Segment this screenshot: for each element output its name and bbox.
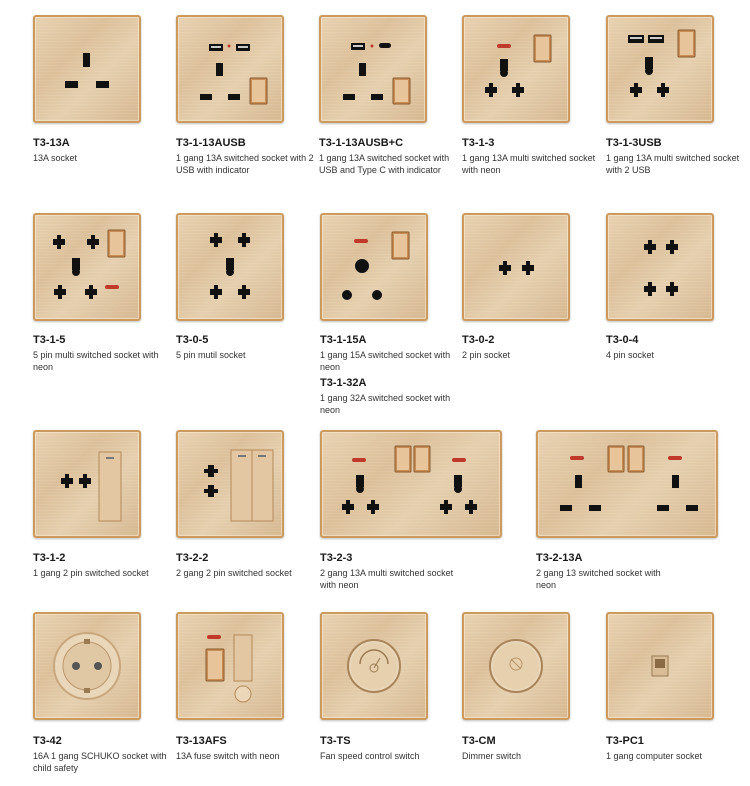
product-description: 1 gang 13A switched socket with USB and Type C with indicator (319, 153, 450, 175)
rj45-socket-icon (606, 612, 714, 720)
multi-usb-socket-icon (606, 15, 714, 123)
product-description: 5 pin multi switched socket with neon (33, 350, 159, 372)
product-code: T3-13A (33, 137, 70, 149)
usb-typec-switched-socket-icon (319, 15, 427, 123)
product-description: 1 gang 13A switched socket with 2 USB with indicator (176, 153, 314, 175)
fan-speed-dial-icon (320, 612, 428, 720)
product-code: T3-0-4 (606, 334, 639, 346)
schuko-socket-icon (33, 612, 141, 720)
usb-switched-socket-icon (176, 15, 284, 123)
5pin-socket-icon (176, 213, 284, 321)
15a-switched-socket-icon (320, 213, 428, 321)
product-description: 2 gang 13 switched socket with neon (536, 568, 661, 590)
product-code: T3-2-13A (536, 552, 583, 564)
product-code: T3-1-13AUSB+C (319, 137, 404, 149)
dimmer-dial-icon (462, 612, 570, 720)
4pin-socket-icon (606, 213, 714, 321)
2pin-switched-socket-icon (33, 430, 141, 538)
2pin-socket-icon (462, 213, 570, 321)
product-code: T3-42 (33, 735, 62, 747)
product-description: 16A 1 gang SCHUKO socket with child safety (33, 751, 167, 773)
fuse-switch-icon (176, 612, 284, 720)
product-description: 1 gang 32A switched socket with neon (320, 393, 451, 415)
product-code: T3-13AFS (176, 735, 227, 747)
2gang-13a-socket-icon (536, 430, 718, 538)
product-description: 1 gang 13A multi switched socket with 2 USB (606, 153, 740, 175)
product-description: 4 pin socket (606, 350, 655, 360)
multi-switched-socket-icon (462, 15, 570, 123)
product-description: 1 gang 2 pin switched socket (33, 568, 149, 578)
product-code: T3-PC1 (606, 735, 644, 747)
product-description: 13A socket (33, 153, 78, 163)
uk-3pin-socket-icon (33, 15, 141, 123)
product-code: T3-1-13AUSB (176, 137, 246, 149)
2gang-2pin-socket-icon (176, 430, 284, 538)
product-code: T3-1-2 (33, 552, 66, 564)
product-code: T3-1-32A (320, 377, 367, 389)
5pin-switched-socket-icon (33, 213, 141, 321)
product-description: 2 gang 13A multi switched socket with neon (320, 568, 454, 590)
product-code: T3-0-2 (462, 334, 495, 346)
product-code: T3-1-3 (462, 137, 495, 149)
product-code: T3-0-5 (176, 334, 209, 346)
product-description: 1 gang computer socket (606, 751, 703, 761)
product-code: T3-TS (320, 735, 351, 747)
product-code: T3-2-2 (176, 552, 209, 564)
product-description: 1 gang 13A multi switched socket with neon (462, 153, 596, 175)
product-code: T3-1-15A (320, 334, 367, 346)
2gang-multi-socket-icon (320, 430, 502, 538)
product-description: 2 gang 2 pin switched socket (176, 568, 292, 578)
product-description: Dimmer switch (462, 751, 522, 761)
product-description: 13A fuse switch with neon (176, 751, 280, 761)
product-code: T3-1-5 (33, 334, 66, 346)
product-description: 5 pin mutil socket (176, 350, 246, 360)
product-code: T3-1-3USB (606, 137, 662, 149)
product-description: 2 pin socket (462, 350, 511, 360)
product-description: Fan speed control switch (320, 751, 420, 761)
product-code: T3-CM (462, 735, 496, 747)
product-code: T3-2-3 (320, 552, 353, 564)
product-description: 1 gang 15A switched socket with neon (320, 350, 451, 372)
